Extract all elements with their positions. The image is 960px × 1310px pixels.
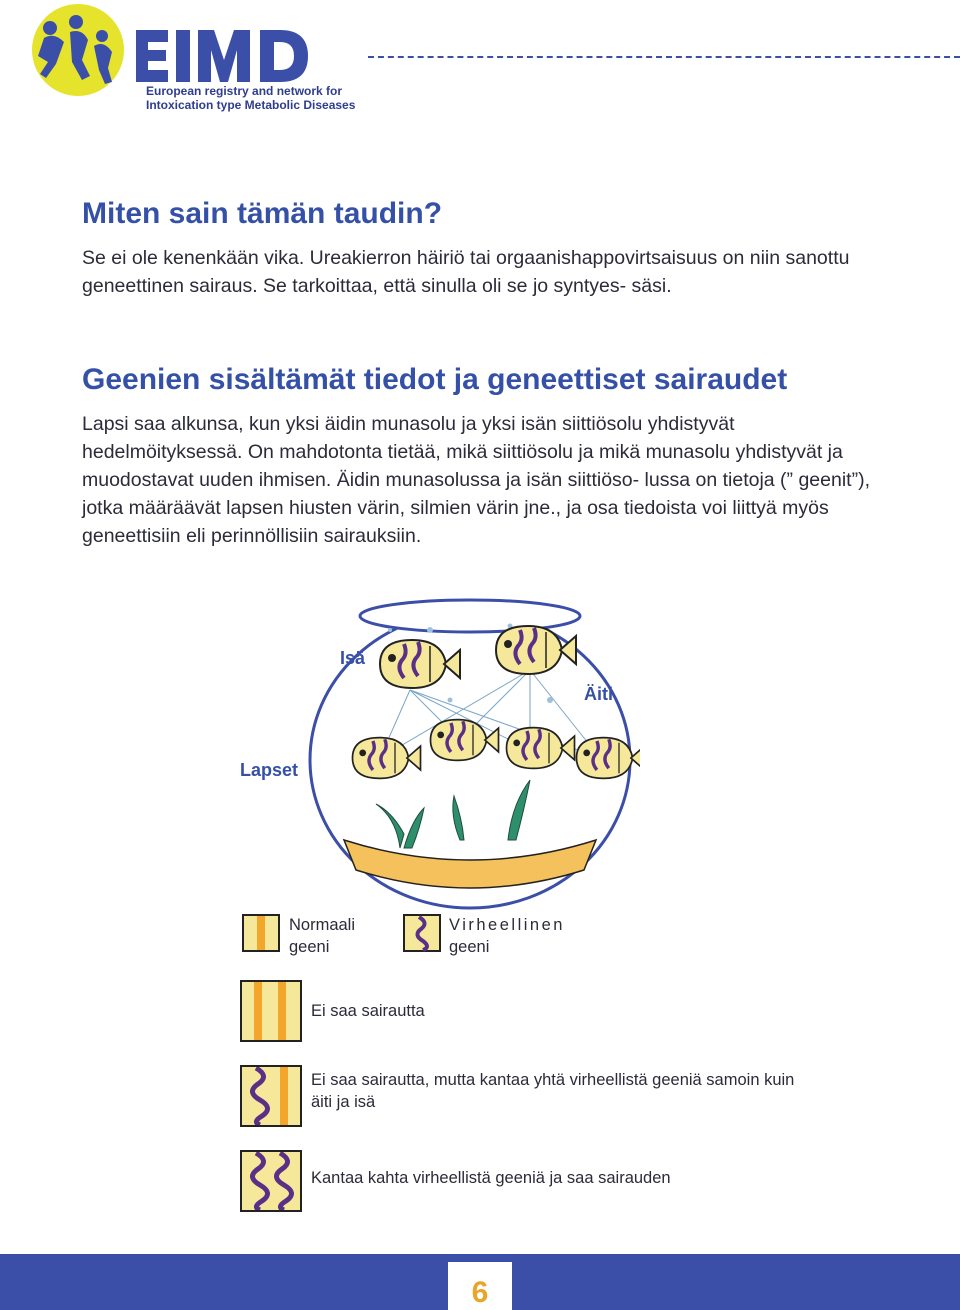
faulty-gene-swatch: [403, 914, 441, 952]
legend-row-carrier: Ei saa sairautta, mutta kantaa yhtä virheellistä geeniä samoin kuin äiti ja isä: [311, 1071, 795, 1111]
legend-normal-line1: Normaali: [289, 916, 356, 934]
legend-faulty-gene: [449, 914, 629, 958]
one-faulty-gene-swatch: [240, 1065, 302, 1127]
two-faulty-genes-swatch: [240, 1150, 302, 1212]
legend-normal-gene: [289, 914, 399, 958]
two-normal-genes-swatch: [240, 980, 302, 1042]
logo-subtitle-line2: Intoxication type Metabolic Diseases: [146, 98, 356, 112]
legend-normal-line2: geeni: [289, 938, 330, 956]
normal-gene-swatch: [242, 914, 280, 952]
logo-subtitle-line1: European registry and network for: [146, 84, 343, 98]
legend-faulty-line1: Virheellinen: [449, 916, 565, 934]
label-mother: Äiti: [584, 684, 613, 704]
label-father: Isä: [340, 648, 366, 668]
header-divider: [368, 56, 960, 58]
page-number: 6: [471, 1276, 489, 1309]
legend-faulty-line2: geeni: [449, 938, 490, 956]
fishbowl-illustration: [300, 590, 640, 910]
legend-row-disease: Kantaa kahta virheellistä geeniä ja saa sairauden: [311, 1169, 671, 1187]
logo-subtitle: [146, 84, 355, 112]
legend-row-no-disease: Ei saa sairautta: [311, 1002, 425, 1020]
label-children: Lapset: [240, 760, 299, 780]
section-body-cause: Se ei ole kenenkään vika. Ureakierron häiriö tai orgaanishappovirtsaisuus on niin sanottu geneettinen sairaus. Se tarkoittaa, että sinulla oli se jo syntyes- säsi.: [82, 247, 850, 297]
section-title-genes: Geenien sisältämät tiedot ja geneettiset sairaudet: [82, 363, 788, 396]
section-title-cause: Miten sain tämän taudin?: [82, 197, 443, 230]
section-body-genes: Lapsi saa alkunsa, kun yksi äidin munasolu ja yksi isän siittiösolu yhdistyvät hedelmöityksessä. On mahdotonta tietää, mikä siittiösolu ja mikä munasolu yhdistyvät ja muodostavat uuden ihmisen. Äidin munasolussa ja isän siittiöso- lussa on tietoja (” geenit”), jotka määräävät lapsen hiusten värin, silmien värin jne., ja osa tiedoista voi liittyä myös geneettisiin eli perinnöllisiin sairauksiin.: [82, 413, 870, 547]
